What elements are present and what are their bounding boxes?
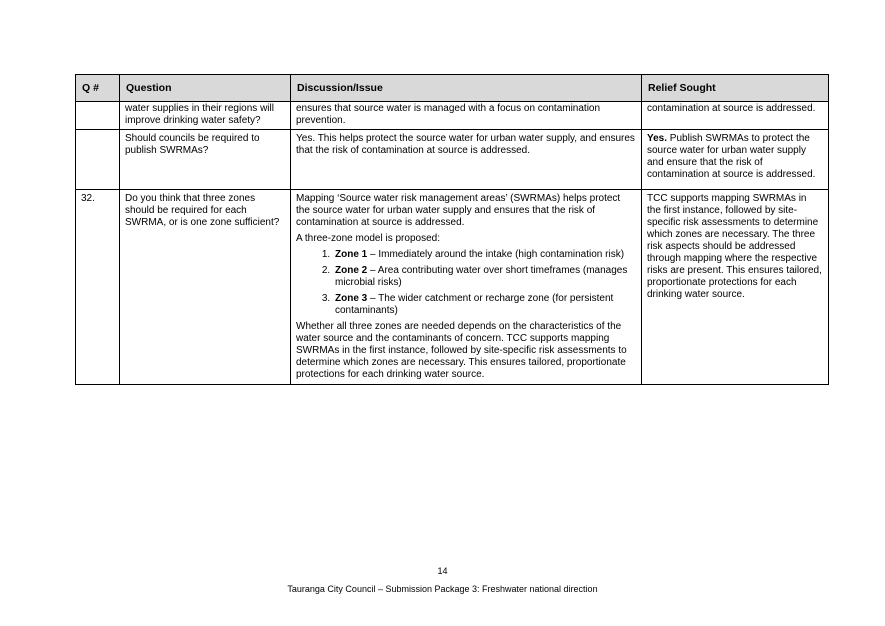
cell-qnum xyxy=(76,130,120,190)
zone-text: – The wider catchment or recharge zone (for persistent contaminants) xyxy=(335,293,614,316)
cell-question: water supplies in their regions will improve drinking water safety? xyxy=(120,102,291,130)
cell-qnum xyxy=(76,102,120,130)
zone-item xyxy=(333,293,636,317)
header-discussion: Discussion/Issue xyxy=(291,75,642,102)
zone-text: – Area contributing water over short timeframes (manages microbial risks) xyxy=(335,265,628,288)
relief-yes: Yes. xyxy=(647,133,668,144)
table-row xyxy=(76,190,829,385)
cell-qnum: 32. xyxy=(76,190,120,385)
cell-discussion: Yes. This helps protect the source water for urban water supply, and ensures that the risk of contamination at source is addressed. xyxy=(291,130,642,190)
zone-item xyxy=(333,265,636,289)
cell-discussion xyxy=(291,190,642,385)
table-row xyxy=(76,130,829,190)
discussion-lead: A three-zone model is proposed: xyxy=(296,233,440,244)
relief-text: Publish SWRMAs to protect the source water for urban water supply and ensure that the risk of contamination at source is addressed. xyxy=(647,133,816,180)
discussion-intro: Mapping ‘Source water risk management areas’ (SWRMAs) helps protect the source water for urban water supply and ensures that the risk of contamination at source is addressed. xyxy=(296,193,621,228)
table-header-row xyxy=(76,75,829,102)
header-qnum: Q # xyxy=(76,75,120,102)
page-footer: Tauranga City Council – Submission Package 3: Freshwater national direction xyxy=(287,584,598,594)
submission-table xyxy=(75,74,829,385)
header-relief: Relief Sought xyxy=(642,75,829,102)
zone-title: Zone 2 xyxy=(335,265,368,276)
cell-relief: contamination at source is addressed. xyxy=(642,102,829,130)
zone-text: – Immediately around the intake (high contamination risk) xyxy=(367,249,625,260)
cell-relief xyxy=(642,130,829,190)
zone-title: Zone 1 xyxy=(335,249,368,260)
table-row xyxy=(76,102,829,130)
zone-title: Zone 3 xyxy=(335,293,368,304)
cell-question: Do you think that three zones should be required for each SWRMA, or is one zone sufficient? xyxy=(120,190,291,385)
header-question: Question xyxy=(120,75,291,102)
cell-discussion: ensures that source water is managed with a focus on contamination prevention. xyxy=(291,102,642,130)
discussion-conclusion: Whether all three zones are needed depends on the characteristics of the water source and the contaminants of concern. TCC supports mapping SWRMAs in the first instance, followed by site-specific risk assessments to determine which zones are necessary. This ensures tailored, proportionate protections for each drinking water source. xyxy=(296,321,627,380)
cell-question: Should councils be required to publish SWRMAs? xyxy=(120,130,291,190)
zone-item xyxy=(333,249,636,261)
cell-relief: TCC supports mapping SWRMAs in the first instance, followed by site-specific risk assessments to determine which zones are necessary. The three risk aspects should be addressed through mapping where the respective risks are present. This ensures tailored, proportionate protections for each drinking water source. xyxy=(642,190,829,385)
zone-list xyxy=(296,249,636,317)
page-number: 14 xyxy=(437,566,448,576)
